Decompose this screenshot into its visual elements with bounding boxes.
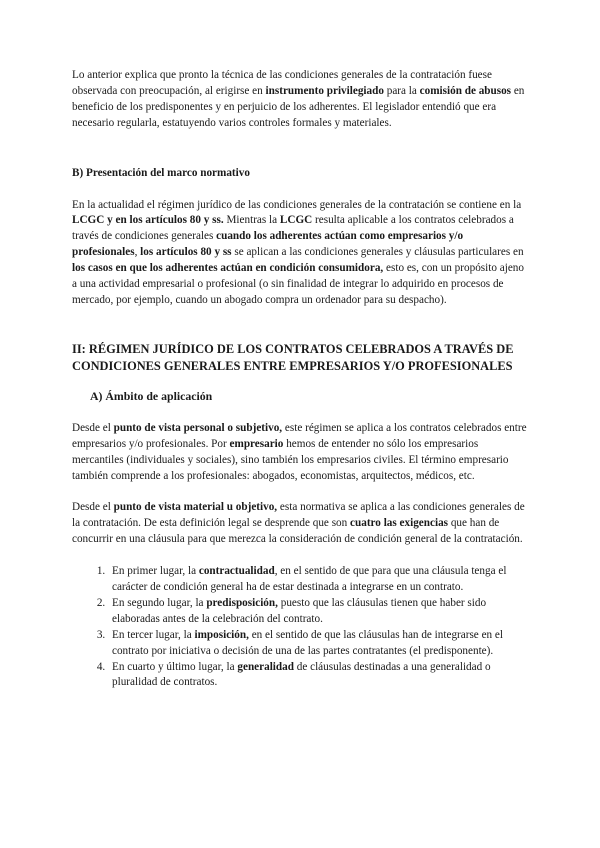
text-run: Mientras la xyxy=(223,214,280,227)
text-run: En cuarto y último lugar, la xyxy=(112,660,238,673)
bold-run: cuatro las exigencias xyxy=(350,517,449,530)
bold-run: imposición, xyxy=(194,628,249,641)
text-run: de cláusulas destinadas a una generalidad o pluralidad de contratos. xyxy=(112,660,491,689)
exigencias-list xyxy=(72,564,530,691)
list-item xyxy=(108,628,530,660)
paragraph-punto-vista-material xyxy=(72,500,530,548)
text-run: resulta aplicable a los contratos celebrados a través de condiciones generales xyxy=(72,214,514,243)
text-run: en el sentido de que las cláusulas han de integrarse en el contrato por iniciativa o decisión de una de las partes contratantes (el predisponente). xyxy=(112,628,504,657)
section-heading-ii: II: RÉGIMEN JURÍDICO DE LOS CONTRATOS CELEBRADOS A TRAVÉS DE CONDICIONES GENERALES ENTRE EMPRESARIOS Y/O PROFESIONALES xyxy=(72,341,514,373)
text-run: puesto que las cláusulas tienen que haber sido elaboradas antes de la celebración del contrato. xyxy=(112,596,487,625)
bold-run: los artículos 80 y ss xyxy=(140,246,232,259)
text-run: En la actualidad el régimen jurídico de las condiciones generales de la contratación se contiene en la xyxy=(72,198,522,211)
bold-run: LCGC y en los artículos 80 y ss. xyxy=(72,214,224,227)
text-run: , en el sentido de que para que una cláusula tenga el carácter de condición general ha de estar destinada a integrarse en un contrato. xyxy=(112,565,507,594)
paragraph-regimen-juridico xyxy=(72,198,530,309)
text-run: En primer lugar, la xyxy=(112,565,199,578)
list-item xyxy=(108,660,530,692)
bold-run: cuando los adherentes actúan como empresarios y/o profesionales xyxy=(72,230,464,259)
list-item xyxy=(108,596,530,628)
text-run: Lo anterior explica que pronto la técnica de las condiciones generales de la contratación fuese observada con preocupación, al erigirse en xyxy=(72,69,492,97)
heading-ambito-aplicacion: A) Ámbito de aplicación xyxy=(90,388,213,403)
text-run: esto es, con un propósito ajeno a una actividad empresarial o profesional (o sin finalidad de integrar lo adquirido en procesos de mercado, por ejemplo, cuando un abogado compra un ordenador para su despacho). xyxy=(72,262,524,306)
bold-run: LCGC xyxy=(279,214,313,227)
bold-run: empresario xyxy=(229,437,284,450)
text-run: En tercer lugar, la xyxy=(112,628,195,641)
list-item xyxy=(108,564,530,596)
text-run: En segundo lugar, la xyxy=(112,596,207,609)
text-run: hemos de entender no sólo los empresarios mercantiles (individuales y sociales), sino también los empresarios civiles. El término empresario también comprende a los profesionales: abogados, economistas, arquitectos, médicos, etc. xyxy=(72,437,509,482)
bold-run: instrumento privilegiado xyxy=(265,84,384,97)
bold-run: comisión de abusos xyxy=(419,84,512,97)
bold-run: generalidad xyxy=(237,660,294,673)
bold-run: los casos en que los adherentes actúan en condición consumidora, xyxy=(72,262,384,275)
paragraph-abusos xyxy=(72,68,530,132)
text-run: Desde el xyxy=(72,421,114,434)
text-run: este régimen se aplica a los contratos celebrados entre empresarios y/o profesionales. Por xyxy=(72,421,527,450)
text-run: se aplican a las condiciones generales y cláusulas particulares en xyxy=(231,246,524,259)
bold-run: punto de vista personal o subjetivo, xyxy=(113,421,283,434)
heading-marco-normativo: B) Presentación del marco normativo xyxy=(72,166,250,179)
text-run: para la xyxy=(383,84,420,97)
paragraph-punto-vista-personal xyxy=(72,421,530,485)
bold-run: punto de vista material u objetivo, xyxy=(113,501,278,514)
bold-run: contractualidad xyxy=(198,565,275,578)
bold-run: predisposición, xyxy=(206,596,278,609)
text-run: esta normativa se aplica a las condiciones generales de la contratación. De esta definición legal se desprende que son xyxy=(72,501,525,530)
text-run: Desde el xyxy=(72,501,114,514)
text-run: , xyxy=(134,246,141,259)
text-run: en beneficio de los predisponentes y en perjuicio de los adherentes. El legislador entendió que era necesario regularla, estatuyendo varios controles formales y materiales. xyxy=(72,84,525,129)
text-run: que han de concurrir en una cláusula para que merezca la consideración de condición general de la contratación. xyxy=(72,517,523,546)
